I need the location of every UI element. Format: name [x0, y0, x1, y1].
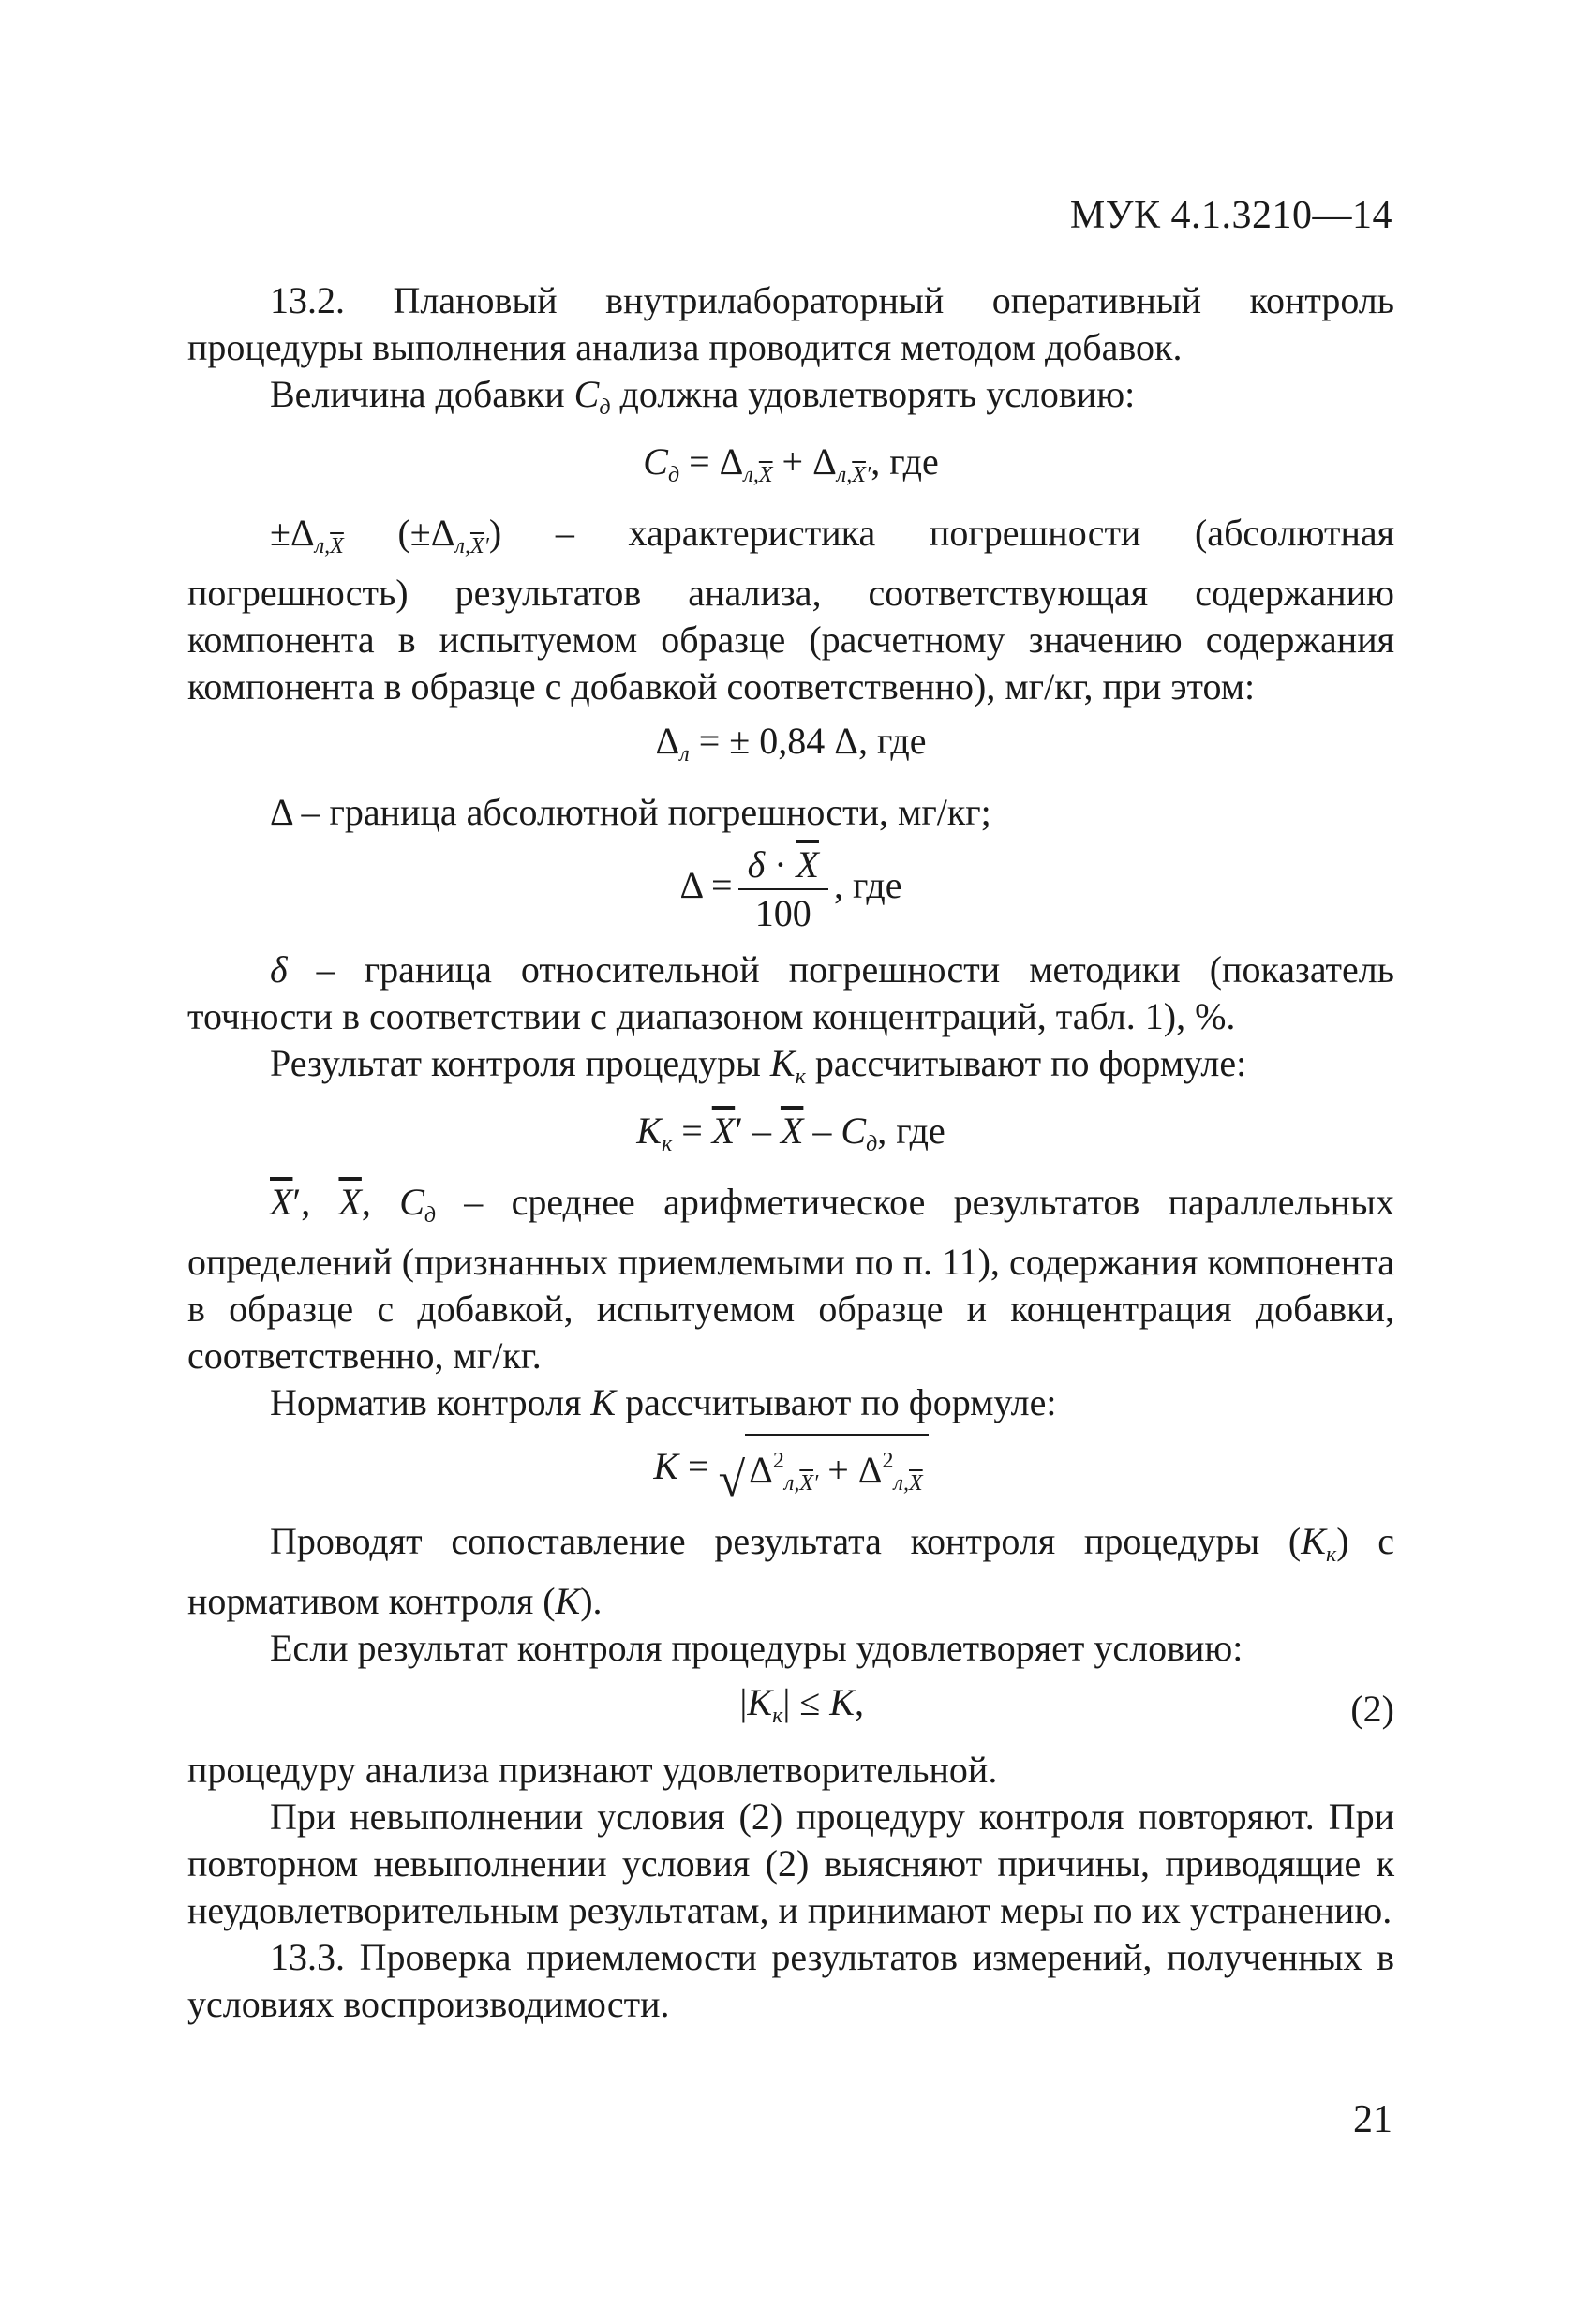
- paragraph-control-norm: Норматив контроля K рассчитывают по формуле:: [270, 1381, 1057, 1423]
- paragraph-satisfactory: процедуру анализа признают удовлетворительной.: [187, 1749, 998, 1791]
- formula-delta: Δ = $\frac{\delta \cdot \overline{X}}{100}$ , где: [679, 843, 902, 934]
- paragraph-condition-intro: Если результат контроля процедуры удовлетворяет условию:: [270, 1627, 1243, 1669]
- formula-cd: $C_д = \Delta_{л,\overline{X}} + \Delta_{л,\overline{X}'}$, где: [643, 440, 939, 487]
- formula-k-sqrt: K = √ $\Delta^2_{л,\overline{X}'} + \Delta^2_{л,\overline{X}}$: [187, 1434, 1394, 1507]
- paragraph-mean-values: $\overline{X}'$, $\overline{X}$, $C_д$ – среднее арифметическое результатов параллельных определений (признанных приемлемыми по п. 11), содержания компонента в образце с добавкой, испытуемом образце и концентрация добавки, соответственно, мг/кг.: [187, 1181, 1395, 1377]
- paragraph-13-2: 13.2. Плановый внутрилабораторный оперативный контроль процедуры выполнения анализа проводится методом добавок.: [187, 279, 1394, 368]
- formula-kk: $K_к = \overline{X}' - \overline{X} - C_д$, где: [636, 1110, 945, 1156]
- document-body: [187, 277, 1394, 2028]
- paragraph-relative-error: δ – граница относительной погрешности методики (показатель точности в соответствии с диапазоном концентраций, табл. 1), %.: [187, 948, 1394, 1037]
- formula-delta-l: $\Delta_л$ = ± 0,84 Δ, где: [655, 720, 927, 767]
- equation-number: (2): [1350, 1688, 1394, 1730]
- paragraph-additive-condition: Величина добавки $C_д$ должна удовлетворять условию:: [270, 373, 1136, 420]
- paragraph-control-result: Результат контроля процедуры $K_к$ рассчитывают по формуле:: [270, 1042, 1247, 1089]
- paragraph-repeat-control: При невыполнении условия (2) процедуру контроля повторяют. При повторном невыполнении условия (2) выясняют причины, приводящие к неудовлетворительным результатам, и принимают меры по их устранению.: [187, 1795, 1394, 1931]
- document-code-header: МУК 4.1.3210—14: [1069, 194, 1392, 237]
- page-number: 21: [1353, 2098, 1392, 2141]
- paragraph-comparison: Проводят сопоставление результата контроля процедуры $(K_к)$ с нормативом контроля (K).: [187, 1520, 1394, 1622]
- paragraph-absolute-error: Δ – граница абсолютной погрешности, мг/кг;: [270, 791, 991, 833]
- formula-condition-2: $|K_к| \le K$, (2): [187, 1679, 1394, 1739]
- paragraph-error-characteristic: $\pm\Delta_{л,\overline{X}}$ $(\pm\Delta_{л,\overline{X}'})$ – характеристика погрешности (абсолютная погрешность) результатов анализа, соответствующая содержанию компонента в испытуемом образце (расчетному значению содержания компонента в образце с добавкой соответственно), мг/кг, при этом:: [187, 512, 1394, 708]
- paragraph-13-3: 13.3. Проверка приемлемости результатов измерений, полученных в условиях воспроизводимости.: [187, 1936, 1394, 2025]
